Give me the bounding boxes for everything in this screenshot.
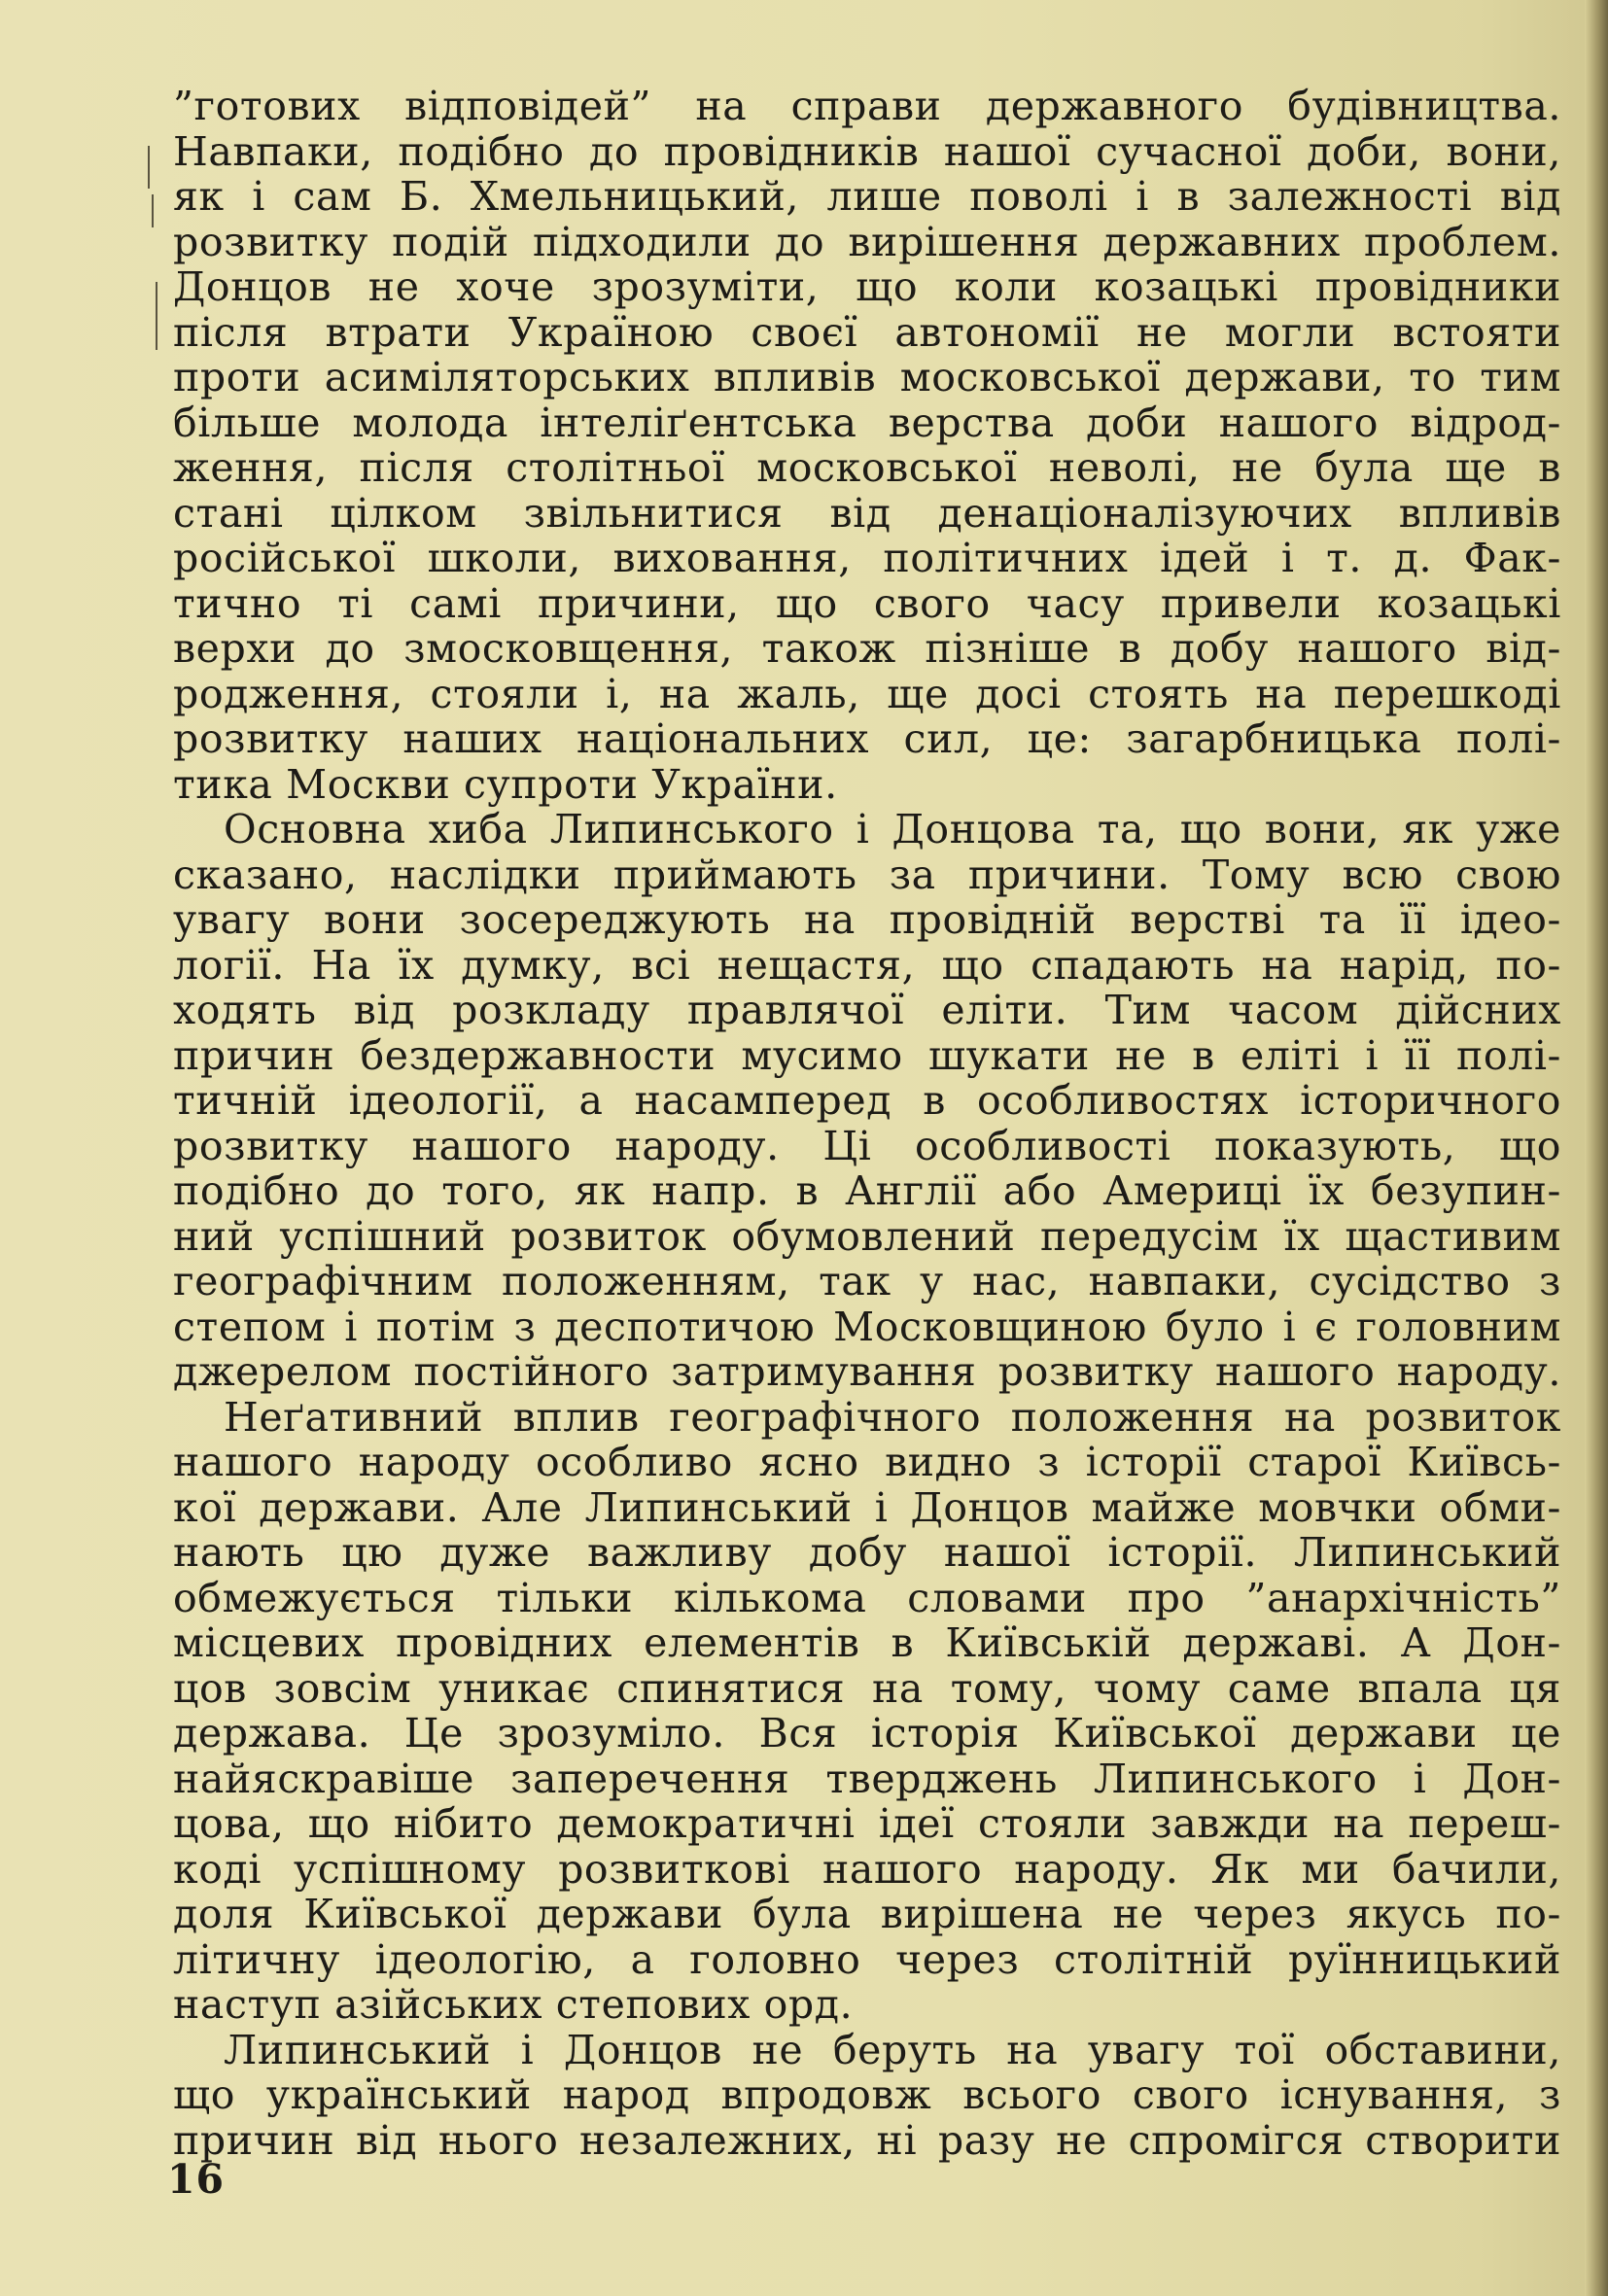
margin-pencil-mark bbox=[148, 146, 150, 189]
text-line: джерелом постійного затримування розвитку нашого народу. bbox=[173, 1348, 1561, 1395]
text-line: після втрати Україною своєї автономії не могли встояти bbox=[173, 308, 1561, 356]
text-line: російської школи, виховання, політичних ідей і т. д. Фак- bbox=[173, 535, 1561, 581]
text-line: Неґативний вплив географічного положення на розвиток bbox=[224, 1393, 1561, 1441]
text-line: кої держави. Але Липинський і Донцов майже мовчки обми- bbox=[173, 1483, 1561, 1531]
text-line: Основна хиба Липинського і Донцова та, що вони, як уже bbox=[224, 806, 1561, 852]
text-line: сказано, наслідки приймають за причини. Тому всю свою bbox=[173, 851, 1561, 898]
text-line: тично ті самі причини, що свого часу привели козацькі bbox=[173, 579, 1561, 627]
text-line: логії. На їх думку, всі нещастя, що спадають на нарід, по- bbox=[173, 941, 1561, 989]
text-line: проти асиміляторських впливів московської держави, то тим bbox=[173, 354, 1561, 400]
text-line: більше молода інтеліґентська верства доби нашого відрод- bbox=[173, 399, 1561, 446]
text-line: Липинський і Донцов не беруть на увагу тої обставини, bbox=[224, 2026, 1561, 2073]
text-line: нають цю дуже важливу добу нашої історії. Липинський bbox=[173, 1529, 1561, 1576]
text-line: літичну ідеологію, а головно через столітній руїнницький bbox=[173, 1935, 1561, 1983]
text-line: Донцов не хоче зрозуміти, що коли козацькі провідники bbox=[173, 263, 1561, 310]
margin-pencil-mark bbox=[156, 282, 157, 350]
text-line: ”готових відповідей” на справи державного будівництва. bbox=[173, 83, 1561, 129]
text-line: географічним положенням, так у нас, навпаки, сусідство з bbox=[173, 1258, 1561, 1305]
text-line: верхи до змосковщення, також пізніше в добу нашого від- bbox=[173, 625, 1561, 672]
text-line: держава. Це зрозуміло. Вся історія Київської держави це bbox=[173, 1710, 1561, 1757]
margin-pencil-mark bbox=[152, 194, 154, 227]
text-line: цов зовсім уникає спинятися на тому, чому саме впала ця bbox=[173, 1664, 1561, 1712]
book-spine-shadow bbox=[1585, 0, 1608, 2296]
text-line: нашого народу особливо ясно видно з історії старої Київсь- bbox=[173, 1439, 1561, 1485]
text-line: родження, стояли і, на жаль, ще досі стоять на перешкоді bbox=[173, 670, 1561, 717]
text-line: степом і потім з деспотичою Московщиною було і є головним bbox=[173, 1303, 1561, 1350]
text-line: Навпаки, подібно до провідників нашої сучасної доби, вони, bbox=[173, 127, 1561, 175]
text-line: розвитку наших національних сил, це: загарбницька полі- bbox=[173, 715, 1561, 762]
text-line: тика Москви супроти України. bbox=[173, 760, 838, 808]
text-line: розвитку нашого народу. Ці особливості показують, що bbox=[173, 1122, 1561, 1169]
page-number: 16 bbox=[167, 2156, 226, 2203]
text-line: увагу вони зосереджують на провідній верстві та її ідео- bbox=[173, 896, 1561, 943]
body-text bbox=[173, 84, 1561, 2163]
text-line: коді успішному розвиткові нашого народу. Як ми бачили, bbox=[173, 1845, 1561, 1893]
text-line: обмежується тільки кількома словами про ”анархічність” bbox=[173, 1574, 1561, 1621]
text-line: розвитку подій підходили до вирішення державних проблем. bbox=[173, 218, 1561, 265]
text-line: причин бездержавности мусимо шукати не в еліті і її полі- bbox=[173, 1031, 1561, 1079]
text-line: стані цілком звільнитися від денаціоналізуючих впливів bbox=[173, 489, 1561, 537]
text-line: ний успішний розвиток обумовлений передусім їх щастивим bbox=[173, 1212, 1561, 1260]
text-line: ходять від розкладу правлячої еліти. Тим часом дійсних bbox=[173, 987, 1561, 1033]
text-line: тичній ідеології, а насамперед в особливостях історичного bbox=[173, 1077, 1561, 1124]
text-line: що український народ впродовж всього свого існування, з bbox=[173, 2071, 1561, 2118]
text-line: як і сам Б. Хмельницький, лише поволі і в залежності від bbox=[173, 173, 1561, 220]
text-line: цова, що нібито демократичні ідеї стояли завжди на переш- bbox=[173, 1800, 1561, 1847]
text-line: найяскравіше заперечення тверджень Липинського і Дон- bbox=[173, 1755, 1561, 1802]
text-line: причин від нього незалежних, ні разу не спромігся створити bbox=[173, 2116, 1561, 2164]
text-line: місцевих провідних елементів в Київській державі. А Дон- bbox=[173, 1619, 1561, 1666]
text-line: доля Київської держави була вирішена не через якусь по- bbox=[173, 1891, 1561, 1937]
text-line: подібно до того, як напр. в Англії або Америці їх безупин- bbox=[173, 1167, 1561, 1214]
text-line: наступ азійських степових орд. bbox=[173, 1981, 854, 2028]
text-line: ження, після столітньої московської неволі, не була ще в bbox=[173, 444, 1561, 491]
